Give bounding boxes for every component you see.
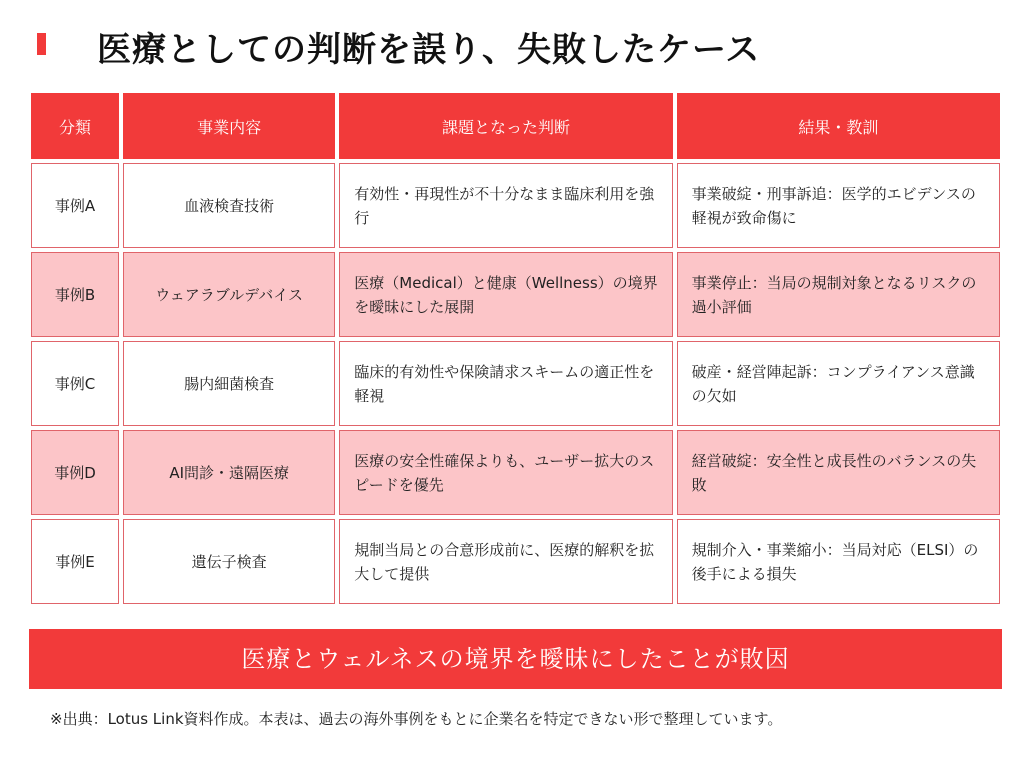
cell-category: 事例A <box>31 163 119 248</box>
table-row <box>31 519 1000 604</box>
header-issue: 課題となった判断 <box>339 93 672 159</box>
cell-issue: 有効性・再現性が不十分なまま臨床利用を強行 <box>339 163 672 248</box>
header-business: 事業内容 <box>123 93 335 159</box>
table-row <box>31 341 1000 426</box>
header-category: 分類 <box>31 93 119 159</box>
cell-business: 腸内細菌検査 <box>123 341 335 426</box>
cell-business: 血液検査技術 <box>123 163 335 248</box>
cell-category: 事例D <box>31 430 119 515</box>
cell-result: 経営破綻：安全性と成長性のバランスの失敗 <box>677 430 1000 515</box>
table-row <box>31 430 1000 515</box>
cell-result: 事業停止：当局の規制対象となるリスクの過小評価 <box>677 252 1000 337</box>
cell-business: AI問診・遠隔医療 <box>123 430 335 515</box>
case-table <box>27 89 1004 608</box>
source-footnote: ※出典：Lotus Link資料作成。本表は、過去の海外事例をもとに企業名を特定できない形で整理しています。 <box>50 710 783 728</box>
table-row <box>31 163 1000 248</box>
cell-issue: 医療（Medical）と健康（Wellness）の境界を曖昧にした展開 <box>339 252 672 337</box>
header-result: 結果・教訓 <box>677 93 1000 159</box>
cell-category: 事例B <box>31 252 119 337</box>
cell-issue: 規制当局との合意形成前に、医療的解釈を拡大して提供 <box>339 519 672 604</box>
cell-issue: 臨床的有効性や保険請求スキームの適正性を軽視 <box>339 341 672 426</box>
cell-result: 事業破綻・刑事訴追：医学的エビデンスの軽視が致命傷に <box>677 163 1000 248</box>
page-title: 医療としての判断を誤り、失敗したケース <box>97 30 761 70</box>
cell-result: 破産・経営陣起訴：コンプライアンス意識の欠如 <box>677 341 1000 426</box>
cell-category: 事例C <box>31 341 119 426</box>
cell-business: 遺伝子検査 <box>123 519 335 604</box>
cell-issue: 医療の安全性確保よりも、ユーザー拡大のスピードを優先 <box>339 430 672 515</box>
table-header-row <box>31 93 1000 159</box>
cell-category: 事例E <box>31 519 119 604</box>
cell-business: ウェアラブルデバイス <box>123 252 335 337</box>
table-row <box>31 252 1000 337</box>
conclusion-banner: 医療とウェルネスの境界を曖昧にしたことが敗因 <box>29 629 1002 689</box>
cell-result: 規制介入・事業縮小：当局対応（ELSI）の後手による損失 <box>677 519 1000 604</box>
title-accent-bar <box>37 33 46 55</box>
